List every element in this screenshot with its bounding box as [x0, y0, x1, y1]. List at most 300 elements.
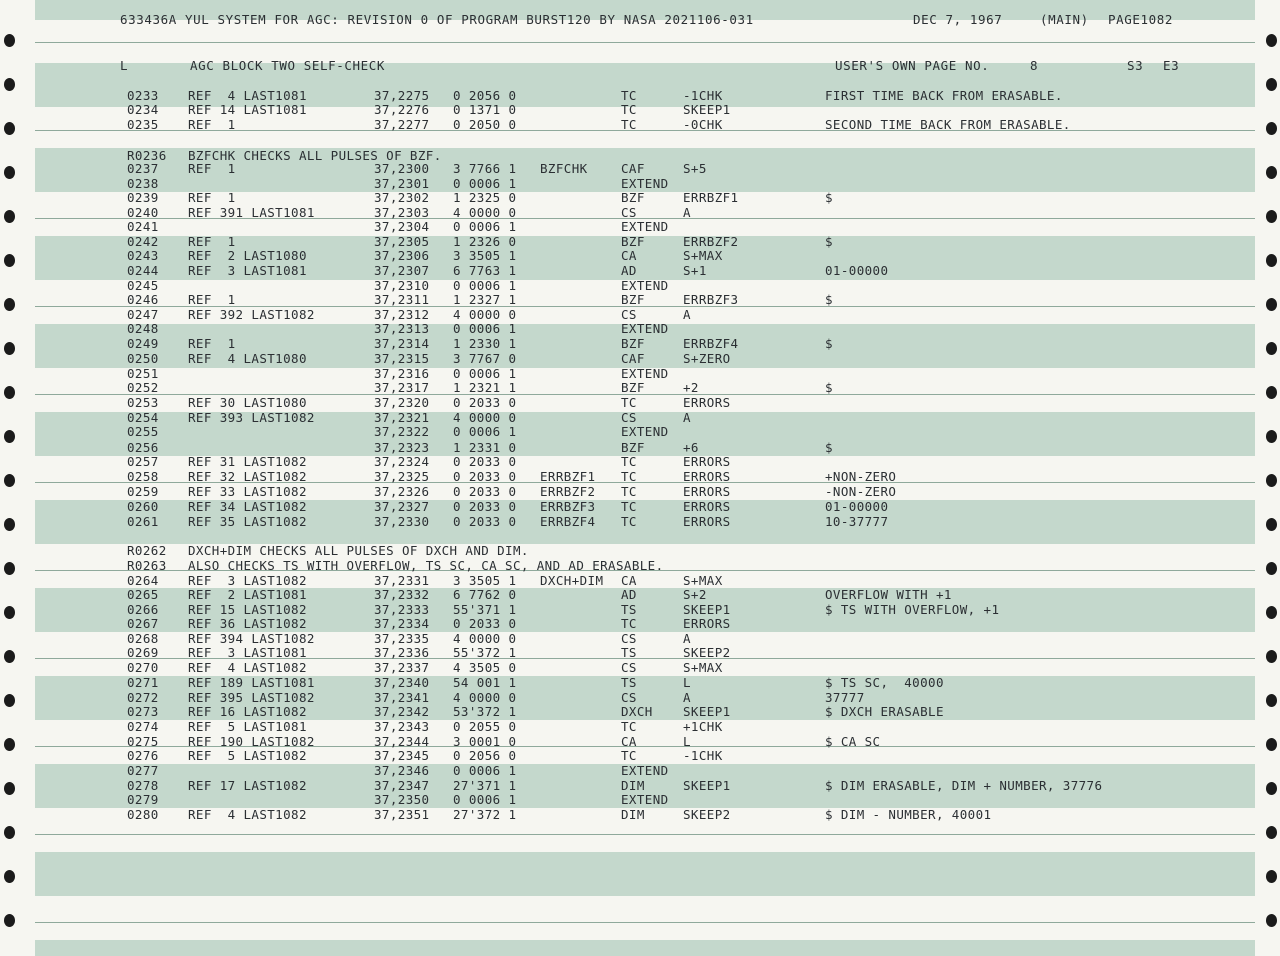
section-header — [0, 58, 1280, 73]
field-comment: $ TS SC, 40000 — [825, 675, 944, 690]
field-word: 1 2325 0 — [453, 190, 517, 205]
field-addr: 37,2310 — [374, 278, 430, 293]
field-ref: REF 392 LAST1082 — [188, 307, 315, 322]
field-op: DXCH — [621, 704, 653, 719]
field-addr: 37,2277 — [374, 117, 430, 132]
field-op: CA — [621, 734, 637, 749]
field-comment: 37777 — [825, 690, 865, 705]
field-word: 0 2033 0 — [453, 454, 517, 469]
field-seq: 0247 — [127, 307, 159, 322]
tractor-hole — [1266, 826, 1277, 839]
field-ref: REF 1 — [188, 234, 236, 249]
field-word: 4 0000 0 — [453, 631, 517, 646]
field-op: TS — [621, 602, 637, 617]
tractor-hole — [4, 914, 15, 927]
listing-line — [0, 734, 1280, 749]
field-ref: REF 189 LAST1081 — [188, 675, 315, 690]
e-code: E3 — [1163, 58, 1180, 73]
listing-line — [0, 454, 1280, 469]
field-operand: -0CHK — [683, 117, 723, 132]
listing-line — [0, 190, 1280, 205]
field-ref: REF 3 LAST1081 — [188, 645, 307, 660]
field-addr: 37,2330 — [374, 514, 430, 529]
field-addr: 37,2326 — [374, 484, 430, 499]
listing-line — [0, 380, 1280, 395]
field-seq: 0251 — [127, 366, 159, 381]
field-label: ERRBZF2 — [540, 484, 596, 499]
field-ref: REF 2 LAST1081 — [188, 587, 307, 602]
greenbar-band — [35, 852, 1255, 896]
field-seq: 0241 — [127, 219, 159, 234]
field-seq: 0237 — [127, 161, 159, 176]
field-ref: REF 16 LAST1082 — [188, 704, 307, 719]
listing-line — [0, 424, 1280, 439]
field-ref: REF 4 LAST1080 — [188, 351, 307, 366]
field-operand: SKEEP2 — [683, 645, 731, 660]
field-addr: 37,2275 — [374, 88, 430, 103]
field-comment: $ — [825, 190, 833, 205]
field-seq: R0263 — [127, 558, 167, 573]
field-seq: 0278 — [127, 778, 159, 793]
tractor-hole — [1266, 870, 1277, 883]
field-operand: SKEEP1 — [683, 102, 731, 117]
listing-line — [0, 336, 1280, 351]
listing-line — [0, 602, 1280, 617]
remark-line — [0, 558, 1280, 573]
field-comment: 10-37777 — [825, 514, 889, 529]
field-operand: ERRBZF4 — [683, 336, 739, 351]
field-op: TC — [621, 469, 637, 484]
field-word: 3 0001 0 — [453, 734, 517, 749]
field-word: 55'371 1 — [453, 602, 517, 617]
field-addr: 37,2351 — [374, 807, 430, 822]
listing-line — [0, 514, 1280, 529]
field-word: 27'372 1 — [453, 807, 517, 822]
field-comment: $ — [825, 234, 833, 249]
field-op: EXTEND — [621, 763, 669, 778]
field-comment: $ DIM - NUMBER, 40001 — [825, 807, 992, 822]
field-label: ERRBZF4 — [540, 514, 596, 529]
field-seq: 0273 — [127, 704, 159, 719]
field-ref: REF 5 LAST1082 — [188, 748, 307, 763]
print-date: DEC 7, 1967 — [913, 12, 1003, 27]
field-addr: 37,2304 — [374, 219, 430, 234]
field-operand: S+MAX — [683, 573, 723, 588]
field-addr: 37,2311 — [374, 292, 430, 307]
field-seq: 0250 — [127, 351, 159, 366]
field-word: 0 2033 0 — [453, 514, 517, 529]
field-addr: 37,2333 — [374, 602, 430, 617]
field-ref: REF 4 LAST1082 — [188, 807, 307, 822]
field-ref: REF 32 LAST1082 — [188, 469, 307, 484]
field-comment: 01-00000 — [825, 499, 889, 514]
field-comment: $ — [825, 336, 833, 351]
field-seq: 0280 — [127, 807, 159, 822]
field-word: 1 2330 1 — [453, 336, 517, 351]
page-header — [0, 12, 1280, 27]
field-operand: S+ZERO — [683, 351, 731, 366]
field-seq: 0274 — [127, 719, 159, 734]
listing-line — [0, 616, 1280, 631]
field-addr: 37,2334 — [374, 616, 430, 631]
field-op: EXTEND — [621, 219, 669, 234]
field-ref: REF 1 — [188, 336, 236, 351]
field-addr: 37,2343 — [374, 719, 430, 734]
listing-line — [0, 366, 1280, 381]
field-word: 0 2033 0 — [453, 395, 517, 410]
field-addr: 37,2314 — [374, 336, 430, 351]
field-op: EXTEND — [621, 424, 669, 439]
listing-line — [0, 278, 1280, 293]
field-addr: 37,2317 — [374, 380, 430, 395]
field-op: EXTEND — [621, 792, 669, 807]
field-op: CAF — [621, 161, 645, 176]
listing-line — [0, 321, 1280, 336]
listing-line — [0, 176, 1280, 191]
field-comment: OVERFLOW WITH +1 — [825, 587, 952, 602]
field-op: AD — [621, 587, 637, 602]
field-op: CS — [621, 690, 637, 705]
field-ref: REF 391 LAST1081 — [188, 205, 315, 220]
field-op: AD — [621, 263, 637, 278]
field-operand: ERRORS — [683, 616, 731, 631]
field-op: TC — [621, 454, 637, 469]
field-addr: 37,2300 — [374, 161, 430, 176]
listing-line — [0, 573, 1280, 588]
field-operand: A — [683, 205, 691, 220]
field-ref: REF 1 — [188, 190, 236, 205]
field-ref: REF 34 LAST1082 — [188, 499, 307, 514]
field-op: TC — [621, 395, 637, 410]
listing-line — [0, 219, 1280, 234]
field-seq: 0260 — [127, 499, 159, 514]
main-label: (MAIN) — [1040, 12, 1089, 27]
field-seq: R0236 — [127, 148, 167, 163]
field-op: TC — [621, 102, 637, 117]
tractor-hole — [1266, 914, 1277, 927]
listing-line — [0, 792, 1280, 807]
listing-line — [0, 102, 1280, 117]
field-seq: 0249 — [127, 336, 159, 351]
remark-line — [0, 543, 1280, 558]
field-word: 1 2321 1 — [453, 380, 517, 395]
field-op: EXTEND — [621, 366, 669, 381]
listing-line — [0, 205, 1280, 220]
field-addr: 37,2307 — [374, 263, 430, 278]
listing-line — [0, 234, 1280, 249]
field-word: 3 7766 1 — [453, 161, 517, 176]
field-seq: 0279 — [127, 792, 159, 807]
listing-line — [0, 469, 1280, 484]
field-op: TS — [621, 675, 637, 690]
field-word: 4 0000 0 — [453, 205, 517, 220]
field-addr: 37,2350 — [374, 792, 430, 807]
field-operand: ERRORS — [683, 469, 731, 484]
field-ref: REF 1 — [188, 161, 236, 176]
field-word: 0 2055 0 — [453, 719, 517, 734]
field-addr: 37,2340 — [374, 675, 430, 690]
field-comment: $ — [825, 292, 833, 307]
field-operand: +2 — [683, 380, 699, 395]
listing-line — [0, 351, 1280, 366]
field-word: 0 2050 0 — [453, 117, 517, 132]
field-op: TC — [621, 748, 637, 763]
field-seq: 0254 — [127, 410, 159, 425]
field-op: CS — [621, 205, 637, 220]
field-addr: 37,2325 — [374, 469, 430, 484]
field-seq: 0277 — [127, 763, 159, 778]
field-word: 1 2331 0 — [453, 440, 517, 455]
listing-line — [0, 704, 1280, 719]
field-word: 0 2033 0 — [453, 469, 517, 484]
field-operand: +6 — [683, 440, 699, 455]
field-seq: 0276 — [127, 748, 159, 763]
greenbar-rule — [35, 42, 1255, 43]
field-word: 0 0006 1 — [453, 176, 517, 191]
field-ref: REF 17 LAST1082 — [188, 778, 307, 793]
field-addr: 37,2342 — [374, 704, 430, 719]
field-seq: 0252 — [127, 380, 159, 395]
field-addr: 37,2341 — [374, 690, 430, 705]
section-title: AGC BLOCK TWO SELF-CHECK — [190, 58, 386, 73]
field-op: EXTEND — [621, 321, 669, 336]
listing-line — [0, 292, 1280, 307]
field-word: 0 0006 1 — [453, 763, 517, 778]
field-word: 0 1371 0 — [453, 102, 517, 117]
field-comment: -NON-ZERO — [825, 484, 897, 499]
field-operand: ERRBZF3 — [683, 292, 739, 307]
field-ref: REF 4 LAST1082 — [188, 660, 307, 675]
field-seq: 0269 — [127, 645, 159, 660]
field-ref: REF 5 LAST1081 — [188, 719, 307, 734]
field-word: 53'372 1 — [453, 704, 517, 719]
field-addr: 37,2306 — [374, 248, 430, 263]
field-operand: S+MAX — [683, 248, 723, 263]
field-seq: 0261 — [127, 514, 159, 529]
field-op: TC — [621, 719, 637, 734]
field-ref: REF 393 LAST1082 — [188, 410, 315, 425]
page-number: PAGE1082 — [1108, 12, 1174, 27]
listing-line — [0, 690, 1280, 705]
field-seq: 0245 — [127, 278, 159, 293]
field-addr: 37,2346 — [374, 763, 430, 778]
field-ref: REF 1 — [188, 292, 236, 307]
field-word: 0 0006 1 — [453, 424, 517, 439]
field-seq: 0256 — [127, 440, 159, 455]
field-addr: 37,2302 — [374, 190, 430, 205]
field-word: 6 7763 1 — [453, 263, 517, 278]
field-comment: $ TS WITH OVERFLOW, +1 — [825, 602, 1000, 617]
field-op: BZF — [621, 440, 645, 455]
field-word: 0 0006 1 — [453, 366, 517, 381]
field-seq: 0255 — [127, 424, 159, 439]
field-comment: +NON-ZERO — [825, 469, 897, 484]
field-operand: A — [683, 410, 691, 425]
field-operand: L — [683, 675, 691, 690]
field-seq: 0275 — [127, 734, 159, 749]
greenbar-band — [35, 940, 1255, 956]
field-addr: 37,2276 — [374, 102, 430, 117]
field-operand: ERRORS — [683, 454, 731, 469]
field-seq: 0266 — [127, 602, 159, 617]
field-addr: 37,2301 — [374, 176, 430, 191]
field-ref: REF 15 LAST1082 — [188, 602, 307, 617]
field-seq: 0239 — [127, 190, 159, 205]
listing-line — [0, 748, 1280, 763]
field-operand: A — [683, 690, 691, 705]
field-op: BZF — [621, 292, 645, 307]
field-op: BZF — [621, 336, 645, 351]
field-comment: $ DXCH ERASABLE — [825, 704, 944, 719]
listing-line — [0, 410, 1280, 425]
field-seq: 0253 — [127, 395, 159, 410]
field-seq: R0262 — [127, 543, 167, 558]
field-word: 0 2033 0 — [453, 616, 517, 631]
field-addr: 37,2323 — [374, 440, 430, 455]
field-word: 3 3505 1 — [453, 248, 517, 263]
field-op: TC — [621, 616, 637, 631]
field-operand: SKEEP1 — [683, 704, 731, 719]
field-ref: REF 36 LAST1082 — [188, 616, 307, 631]
field-seq: 0244 — [127, 263, 159, 278]
field-op: TC — [621, 88, 637, 103]
field-addr: 37,2347 — [374, 778, 430, 793]
field-seq: 0243 — [127, 248, 159, 263]
field-operand: A — [683, 631, 691, 646]
listing-line — [0, 440, 1280, 455]
field-ref: REF 14 LAST1081 — [188, 102, 307, 117]
field-op: CA — [621, 573, 637, 588]
field-operand: ERRBZF2 — [683, 234, 739, 249]
field-word: 0 2056 0 — [453, 748, 517, 763]
listing-line — [0, 307, 1280, 322]
field-addr: 37,2327 — [374, 499, 430, 514]
field-operand: SKEEP1 — [683, 602, 731, 617]
field-addr: 37,2344 — [374, 734, 430, 749]
field-op: CS — [621, 307, 637, 322]
users-page-label: USER'S OWN PAGE NO. — [835, 58, 990, 73]
field-operand: ERRORS — [683, 395, 731, 410]
listing-line — [0, 631, 1280, 646]
field-seq: 0265 — [127, 587, 159, 602]
field-operand: +1CHK — [683, 719, 723, 734]
program-line: 633436A YUL SYSTEM FOR AGC: REVISION 0 OF PROGRAM BURST120 BY NASA 2021106-031 — [120, 12, 754, 27]
field-seq: 0257 — [127, 454, 159, 469]
field-operand: -1CHK — [683, 88, 723, 103]
field-text: DXCH+DIM CHECKS ALL PULSES OF DXCH AND DIM. — [188, 543, 529, 558]
field-operand: ERRORS — [683, 514, 731, 529]
field-seq: 0246 — [127, 292, 159, 307]
field-seq: 0240 — [127, 205, 159, 220]
field-operand: S+5 — [683, 161, 707, 176]
field-ref: REF 395 LAST1082 — [188, 690, 315, 705]
field-word: 4 3505 0 — [453, 660, 517, 675]
field-addr: 37,2313 — [374, 321, 430, 336]
field-addr: 37,2312 — [374, 307, 430, 322]
field-comment: $ — [825, 440, 833, 455]
field-addr: 37,2335 — [374, 631, 430, 646]
greenbar-rule — [35, 922, 1255, 923]
listing-line — [0, 248, 1280, 263]
field-op: DIM — [621, 807, 645, 822]
field-addr: 37,2316 — [374, 366, 430, 381]
field-op: BZF — [621, 234, 645, 249]
field-addr: 37,2324 — [374, 454, 430, 469]
field-seq: 0268 — [127, 631, 159, 646]
field-word: 55'372 1 — [453, 645, 517, 660]
field-word: 0 2033 0 — [453, 499, 517, 514]
tractor-hole — [4, 826, 15, 839]
listing-line — [0, 499, 1280, 514]
field-word: 27'371 1 — [453, 778, 517, 793]
field-addr: 37,2305 — [374, 234, 430, 249]
field-operand: ERRORS — [683, 499, 731, 514]
field-addr: 37,2332 — [374, 587, 430, 602]
field-comment: FIRST TIME BACK FROM ERASABLE. — [825, 88, 1063, 103]
field-text: ALSO CHECKS TS WITH OVERFLOW, TS SC, CA SC, AND AD ERASABLE. — [188, 558, 664, 573]
field-word: 0 2056 0 — [453, 88, 517, 103]
field-seq: 0238 — [127, 176, 159, 191]
field-seq: 0270 — [127, 660, 159, 675]
tractor-hole — [1266, 34, 1277, 47]
field-op: TS — [621, 645, 637, 660]
field-addr: 37,2322 — [374, 424, 430, 439]
field-addr: 37,2336 — [374, 645, 430, 660]
field-ref: REF 1 — [188, 117, 236, 132]
field-word: 4 0000 0 — [453, 690, 517, 705]
field-operand: L — [683, 734, 691, 749]
field-word: 4 0000 0 — [453, 410, 517, 425]
field-op: TC — [621, 117, 637, 132]
field-op: CS — [621, 410, 637, 425]
field-operand: SKEEP2 — [683, 807, 731, 822]
greenbar-rule — [35, 834, 1255, 835]
field-op: CAF — [621, 351, 645, 366]
field-seq: 0233 — [127, 88, 159, 103]
field-label: DXCH+DIM — [540, 573, 604, 588]
field-seq: 0267 — [127, 616, 159, 631]
field-comment: SECOND TIME BACK FROM ERASABLE. — [825, 117, 1071, 132]
field-addr: 37,2315 — [374, 351, 430, 366]
field-word: 1 2326 0 — [453, 234, 517, 249]
field-addr: 37,2345 — [374, 748, 430, 763]
field-operand: ERRBZF1 — [683, 190, 739, 205]
field-word: 0 0006 1 — [453, 321, 517, 336]
field-word: 6 7762 0 — [453, 587, 517, 602]
listing-line — [0, 645, 1280, 660]
field-ref: REF 3 LAST1081 — [188, 263, 307, 278]
field-addr: 37,2331 — [374, 573, 430, 588]
field-operand: A — [683, 307, 691, 322]
field-word: 0 0006 1 — [453, 219, 517, 234]
field-ref: REF 30 LAST1080 — [188, 395, 307, 410]
field-seq: 0264 — [127, 573, 159, 588]
field-comment: $ — [825, 380, 833, 395]
field-word: 0 2033 0 — [453, 484, 517, 499]
field-word: 3 3505 1 — [453, 573, 517, 588]
field-ref: REF 394 LAST1082 — [188, 631, 315, 646]
field-label: BZFCHK — [540, 161, 588, 176]
field-comment: $ DIM ERASABLE, DIM + NUMBER, 37776 — [825, 778, 1103, 793]
field-word: 4 0000 0 — [453, 307, 517, 322]
users-page-number: 8 — [1030, 58, 1039, 73]
field-word: 54 001 1 — [453, 675, 517, 690]
s-code: S3 — [1127, 58, 1144, 73]
field-operand: S+MAX — [683, 660, 723, 675]
field-operand: ERRORS — [683, 484, 731, 499]
field-word: 1 2327 1 — [453, 292, 517, 307]
listing-line — [0, 763, 1280, 778]
